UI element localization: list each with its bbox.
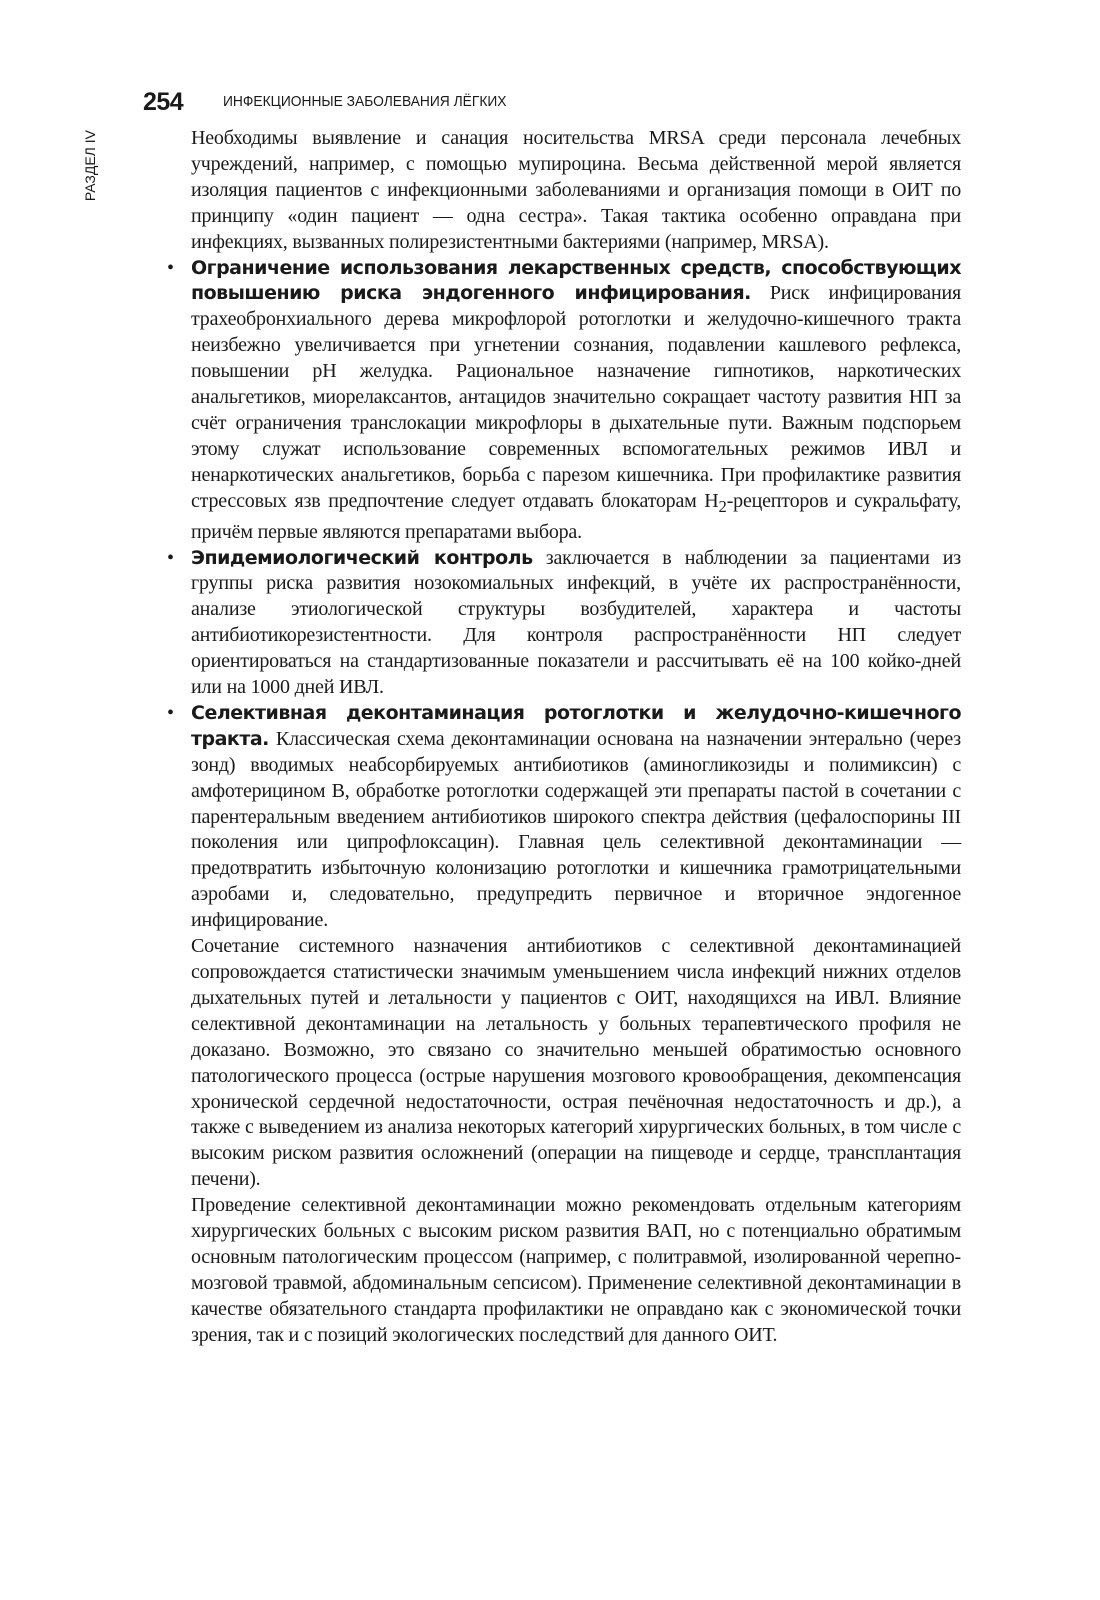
- subscript: 2: [718, 496, 727, 516]
- list-item-text: Классическая схема деконтаминации основана на назначении энтерально (через зонд) вводимых неабсорбируемых антибиотиков (аминогликозиды и полимиксин) с амфотерицином B, обработке ротоглотки содержащей эти препараты пастой в сочетании с парентеральным введением антибиотиков широкого спектра действия (цефалоспорины III поколения или ципрофлоксацин). Главная цель селективной деконтаминации — предотвратить избыточную колонизацию ротоглотки и кишечника грамотрицательными аэробами и, следовательно, предупредить первичное и вторичное эндогенное инфицирование.: [191, 727, 961, 932]
- list-item: [167, 546, 961, 701]
- list-item-term: Эпидемиологический контроль: [191, 546, 533, 569]
- list-item-text-continued: -рецепторов и сукральфату, причём первые являются препаратами выбора.: [191, 489, 961, 543]
- list-item-text: Риск инфицирования трахеобронхиального дерева микрофлорой ротоглотки и желудочно-кишечного тракта неизбежно увеличивается при угнетении сознания, подавлении кашлевого рефлекса, повышении pH желудка. Рациональное назначение гипнотиков, наркотических анальгетиков, миорелаксантов, антацидов значительно сокращает частоту развития НП за счёт ограничения транслокации микрофлоры в дыхательные пути. Важным подспорьем этому служат использование современных вспомогательных режимов ИВЛ и ненаркотических анальгетиков, борьба с парезом кишечника. При профилактике развития стрессовых язв предпочтение следует отдавать блокаторам H: [191, 282, 961, 512]
- list-item-term: Ограничение использования лекарственных средств, способствующих повышению риска эндогенного инфицирования.: [191, 256, 961, 305]
- bullet-marker: •: [167, 256, 174, 279]
- list-item-paragraph: [191, 546, 961, 701]
- page-body: [167, 126, 961, 1349]
- list-item-term: Селективная деконтаминация ротоглотки и желудочно-кишечного тракта.: [191, 701, 961, 750]
- list-item: [167, 256, 961, 546]
- bullet-marker: •: [167, 546, 174, 569]
- section-tab: РАЗДЕЛ IV: [82, 130, 98, 202]
- running-title: ИНФЕКЦИОННЫЕ ЗАБОЛЕВАНИЯ ЛЁГКИХ: [223, 93, 507, 110]
- continuation-paragraph: Сочетание системного назначения антибиотиков с селективной деконтаминацией сопровождается статистически значимым уменьшением числа инфекций нижних отделов дыхательных путей и летальности у пациентов с ОИТ, находящихся на ИВЛ. Влияние селективной деконтаминации на летальность у больных терапевтического профиля не доказано. Возможно, это связано со значительно меньшей обратимостью основного патологического процесса (острые нарушения мозгового кровообращения, декомпенсация хронической сердечной недостаточности, острая печёночная недостаточность и др.), а также с выведением из анализа некоторых категорий хирургических больных, в том числе с высоким риском развития осложнений (операции на пищеводе и сердце, трансплантация печени).: [191, 935, 961, 1191]
- bullet-list: [167, 256, 961, 1349]
- list-item: [167, 701, 961, 1349]
- intro-paragraph: Необходимы выявление и санация носительства MRSA среди персонала лечебных учреждений, например, с помощью мупироцина. Весьма действенной мерой является изоляция пациентов с инфекционными заболеваниями и организация помощи в ОИТ по принципу «один пациент — одна сестра». Такая тактика особенно оправдана при инфекциях, вызванных полирезистентными бактериями (например, MRSA).: [191, 127, 961, 253]
- list-item-text: заключается в наблюдении за пациентами из группы риска развития нозокомиальных инфекций, в учёте их распространённости, анализе этиологической структуры возбудителей, характера и частоты антибиотикорезистентности. Для контроля распространённости НП следует ориентироваться на стандартизованные показатели и рассчитывать её на 100 койко-дней или на 1000 дней ИВЛ.: [191, 546, 961, 699]
- bullet-marker: •: [167, 701, 174, 724]
- list-item-paragraph: [191, 256, 961, 546]
- list-item-paragraph: [191, 701, 961, 934]
- continuation-paragraph: Проведение селективной деконтаминации можно рекомендовать отдельным категориям хирургических больных с высоким риском развития ВАП, но с потенциально обратимым основным патологическим процессом (например, с политравмой, изолированной черепно-мозговой травмой, абдоминальным сепсисом). Применение селективной деконтаминации в качестве обязательного стандарта профилактики не оправдано как с экономической точки зрения, так и с позиций экологических последствий для данного ОИТ.: [191, 1194, 961, 1346]
- page-number: 254: [143, 88, 184, 116]
